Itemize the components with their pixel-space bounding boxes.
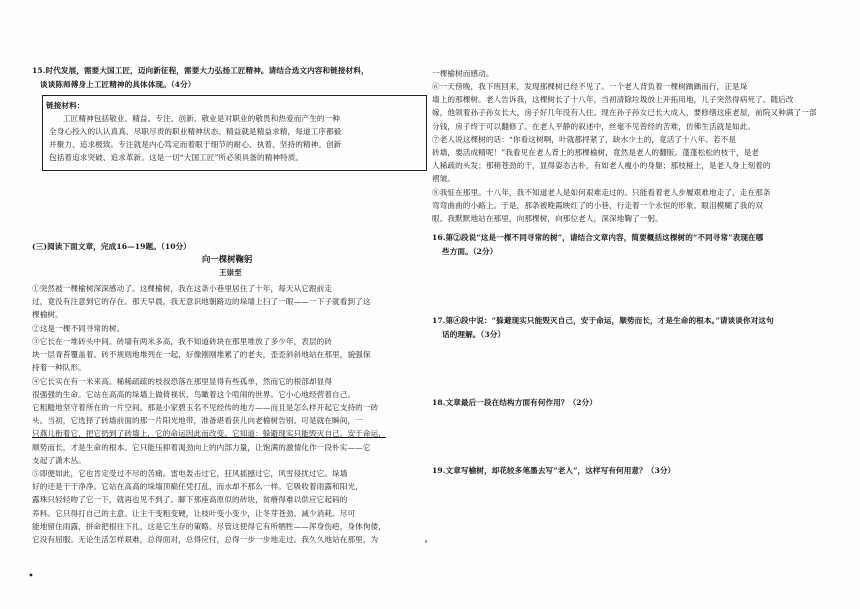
article-line: ⑦老人说这棵树的话：“你看这树啊，叶就都捋紧了，缺水少土的，竟活了十八年。若不是 [432,135,737,144]
article-line: 分钱，房子终于可以翻修了。在老人平静的叙述中，丝毫不见曾经的苦难，仿佛生活就是如此。 [432,122,756,131]
article-line: ⑥一天傍晚，我下班回来，发现那棵树已经不见了。一个老人背负着一棵树踽踽而行，正是垛 [432,82,748,91]
link-material-label: 链接材料： [46,101,85,110]
article-line: ⑧我怔在那里。十八年，我不知道老人是如何艰难走过的。只能看着老人步履艰难地走了，走在那条 [432,188,771,197]
question-18: 18.文章最后一段在结构方面有何作用？（2分） [432,398,598,407]
article-line: ⑤即便如此，它也肯定受过不尽的苦痛。雷电轰击过它，狂风摇撼过它，风雪侵扰过它。垛墙 [32,469,348,478]
link-material-line: 工匠精神包括敬业、精益、专注、创新。敬业是对职业的敬畏和热爱而产生的一种 [63,114,340,123]
article-line: 很强强的生命。它站在高高的垛墙上做倚视状，鸟瞰着这个喧闹的世界。它小心地经营着自己。 [32,390,356,399]
article-line: ①突然被一棵榆树深深感动了。这棵榆树，我在这条小巷里居住了十年，每天从它跟前走 [32,284,333,293]
link-material-line: 并聚力、追求极致。专注就是内心笃定而着眼于细节的耐心、执着、坚持的精神。创新 [49,140,342,149]
article-line: 头。当初，它选择了砖墙前面的那一片阳光地带，准备堪看获儿向老榆树告别。可是就在瞬间，一 [32,416,363,425]
article-line: 砖墙，要活成精呢！”我看见在老人背上的那棵榆树，竟然是老人的翻版。蓬蓬松松的枝干，是老 [432,148,760,157]
article-line: 褶皱。 [432,174,456,183]
article-line: 只燕儿衔着它，把它扔到了砖墙上，它的命运因此而改变。它知道：躲避现实只能毁灭自己，安于命运， [32,429,386,438]
article-line: 它没有屈服。无论生活怎样艰难，总得面对，总得应付，总得一步一步地走过。我久久地站在那里，为 [32,535,379,544]
corner-dot [30,574,33,577]
question-16-line1: 16.第②段说“这是一棵不同寻常的树”，请结合文章内容，简要概括这棵树的“不同寻常”表现在哪 [432,233,764,242]
article-line: 弯弯曲曲的小路上。于是，那条被晚霞映红了的小巷，行走着一个永恒的形象。眼泪模糊了我的双 [432,201,763,210]
article-line: 好的还是干干净净。它站在高高的垛墙顶巅任凭打乱，而水却不那么一样。它吸收着雨露和阳光， [32,482,363,491]
article-author: 王崇至 [219,268,242,277]
question-19: 19.文章写榆树，却花较多笔墨去写“老人”，这样写有何用意？（3分） [432,466,676,475]
article-line: 块一层青苔覆盖着。砖不规则地堆列在一起，好像刚刚堆累了的老夫，歪歪斜斜地站在那里，貌强保 [32,350,371,359]
article-line: 嫁，他领着孙子孙女长大，房子好几年没有人住。现在孙子孙女已长大成人，要修缮这座老屋，前院又种满了一部 [432,108,817,117]
article-line: ④它长实在有一米来高。稀稀疏疏的枝叔恐落在那里显得有些孤单，然而它的根部却显得 [32,377,333,386]
q15-line1: 15.时代发展，需要大国工匠，迈向新征程，需要大力弘扬工匠精神。请结合选文内容和链接材料， [32,66,369,75]
article-line: 人稀疏的头发；那稍苍劲的干，显得姿态古朴，有如老人瘦小的身躯；那枝桠上，是老人身上刻着的 [432,161,771,170]
section-heading: (三)阅读下面文章，完成16—19题。（10分） [32,242,191,251]
question-16-line2: 些方面。（2分） [442,247,498,256]
article-line: 它粗糙地坚守着所在的一片空间。那是小家碧玉名不见经传的地方——而且是怎么样开起它支持的一砖 [32,403,379,412]
article-line: ②这是一棵不同寻常的树。 [32,324,125,333]
article-line: 棵榆树。 [32,310,63,319]
link-material-line: 包括着追求突破、追求革新。这是一切“大国工匠”所必须具备的精神特质。 [49,153,304,162]
article-line: 眼。我默默地站在那里，向那棵树，向那位老人，深深地鞠了一躬。 [432,214,663,223]
question-17-line2: 话的理解。（3分） [442,330,506,339]
link-material-line: 全身心投入的认认真真、尽职尽责的职业精神状态。精益就是精益求精，每道工序都毅 [49,127,342,136]
article-line: 一棵榆树而感动。 [432,69,494,78]
article-line: ③它长在一堆砖头中间。砖墙有两米多高，我不知道砖块在那里堆放了多少年，表层的砖 [32,337,333,346]
article-line: 持着一种队形。 [32,363,86,372]
article-line: 墙上的那棵树。老人告诉我，这棵树长了十八年，当初清除垃圾放上开拓用地，儿子突然得病死了。随后改 [432,95,794,104]
article-line: 顺势而长，才是生命的根本。它只能压抑着渴劲向上的内部力量，让饱满的激情化作一段朴实——它 [32,443,371,452]
article-line: 支起了潇木丛。 [32,456,86,465]
q15-line2: 谈谈陈师傅身上工匠精神的具体体现。（4分） [40,80,196,89]
question-17-line1: 17.第④段中说：“躲避现实只能毁灭自己，安于命运，顺势而长，才是生命的根本。”请谈谈你对这句 [432,316,774,325]
article-line: 过，竟没有注意到它的存在。那天早晨，我无意识地朝路边的垛墙上扫了一眼——一下子就看到了这 [32,297,371,306]
article-title: 向一棵树鞠躬 [202,254,253,264]
article-line: 能地留住雨露，拼命把根往下扎，这是它生存的策略。尽管这使得它有所牺牲——浑身伤疤，身体佝偻， [32,522,386,531]
article-line: 养料。它只得打自己的主意。让主干变粗变硬，让枝叶变小变少，让冬芽苍劲、减少消耗。尽可 [32,509,356,518]
article-line: 露珠只轻轻吻了它一下，就再也见不到了。脚下那座高原似的砖块，贫瘠得难以供应它起码的 [32,495,348,504]
